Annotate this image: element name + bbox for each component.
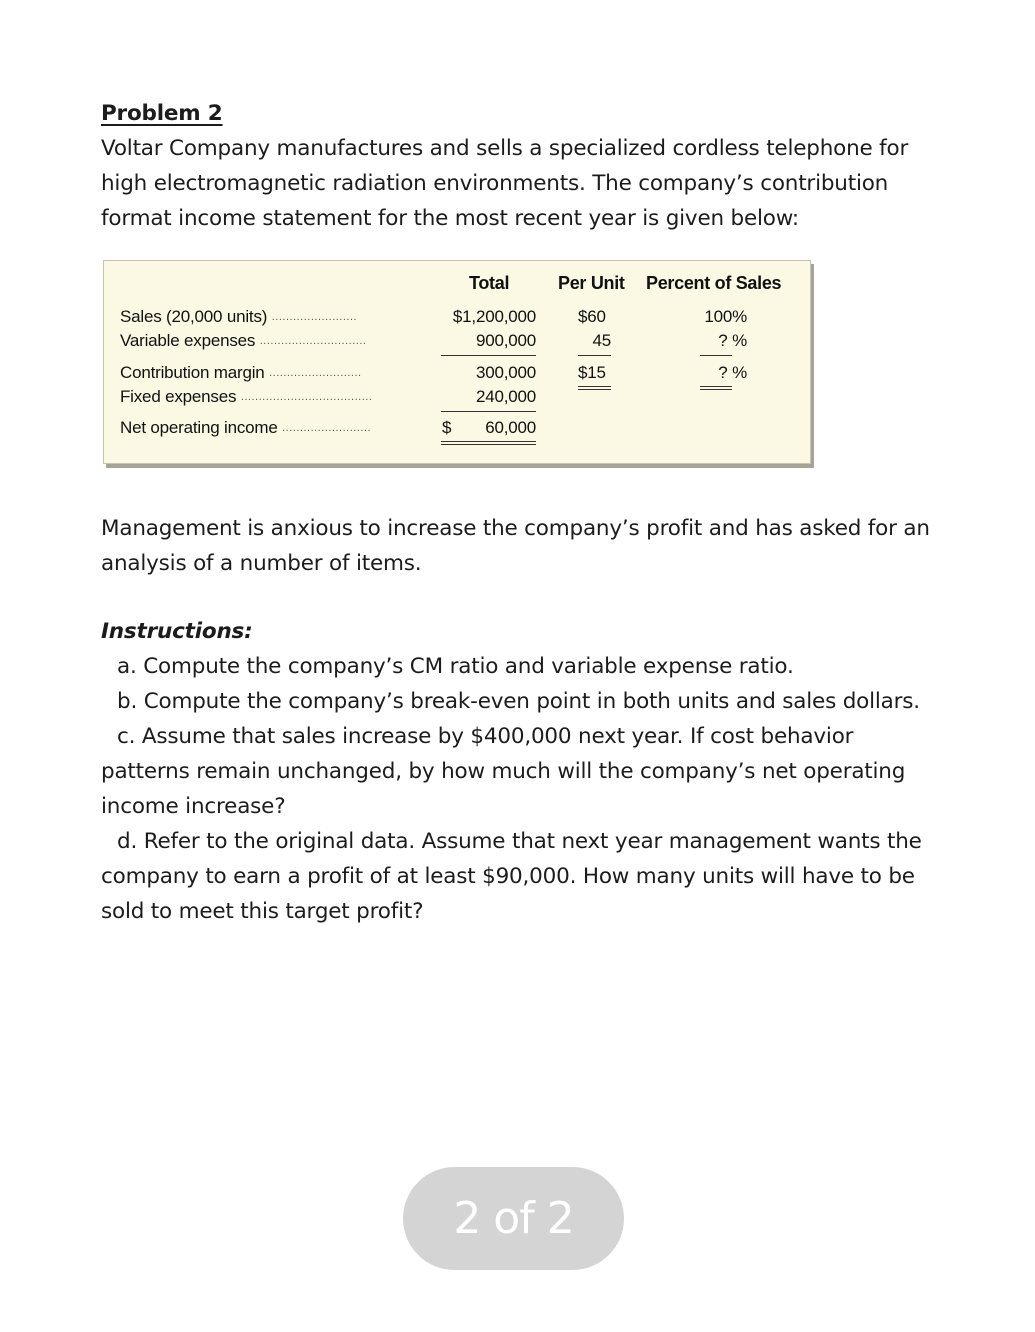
cell-variable-total: 900,000	[475, 331, 536, 350]
cell-sales-per-unit: $60	[578, 307, 606, 326]
instruction-d: d. Refer to the original data. Assume that next year management wants the company to earn a profit of at least $90,000. How many units will have to be sold to meet this target profit?	[101, 829, 922, 924]
cell-cm-percent: ? %	[718, 363, 747, 382]
instruction-c: c. Assume that sales increase by $400,000 next year. If cost behavior patterns remain unchanged, by how much will the company’s net operating income increase?	[101, 724, 906, 819]
row-label-net-operating-income: Net operating income .........................	[120, 418, 372, 437]
instructions-list	[101, 649, 931, 929]
income-statement-table	[103, 260, 811, 464]
management-paragraph: Management is anxious to increase the company’s profit and has asked for an analysis of a number of items.	[101, 516, 930, 576]
instruction-a: a. Compute the company’s CM ratio and variable expense ratio.	[117, 654, 794, 679]
underline-total-2	[441, 411, 536, 412]
double-underline-total	[441, 441, 536, 445]
underline-total-1	[441, 355, 536, 356]
cell-variable-percent: ? %	[718, 331, 747, 350]
row-label-fixed-expenses: Fixed expenses .....................................	[120, 387, 373, 406]
row-label-variable-expenses: Variable expenses ..............................	[120, 331, 367, 350]
instruction-b: b. Compute the company’s break-even point in both units and sales dollars.	[117, 689, 920, 714]
underline-unit-1	[578, 355, 611, 356]
header-total: Total	[469, 273, 510, 293]
double-underline-pct	[700, 386, 732, 390]
underline-pct-1	[700, 355, 732, 356]
header-percent-of-sales: Percent of Sales	[646, 273, 782, 293]
problem-title: Problem 2	[101, 101, 223, 126]
double-underline-unit	[578, 386, 611, 390]
cell-cm-total: 300,000	[475, 363, 536, 382]
header-per-unit: Per Unit	[558, 273, 625, 293]
cell-fixed-total: 240,000	[475, 387, 536, 406]
cell-sales-percent: 100%	[704, 307, 747, 326]
page-indicator: 2 of 2	[403, 1167, 624, 1270]
instructions-heading: Instructions:	[101, 619, 253, 644]
cell-variable-per-unit: 45	[592, 331, 611, 350]
row-label-contribution-margin: Contribution margin ..........................	[120, 363, 362, 382]
cell-sales-total: $1,200,000	[452, 307, 536, 326]
problem-intro: Voltar Company manufactures and sells a specialized cordless telephone for high electromagnetic radiation environments. The company’s contribution format income statement for the most recent year is given below:	[101, 136, 909, 231]
row-label-sales: Sales (20,000 units) ........................	[120, 307, 358, 326]
cell-cm-per-unit: $15	[578, 363, 606, 382]
cell-noi-dollar-sign: $	[442, 418, 452, 437]
cell-noi-total: 60,000	[485, 418, 536, 437]
